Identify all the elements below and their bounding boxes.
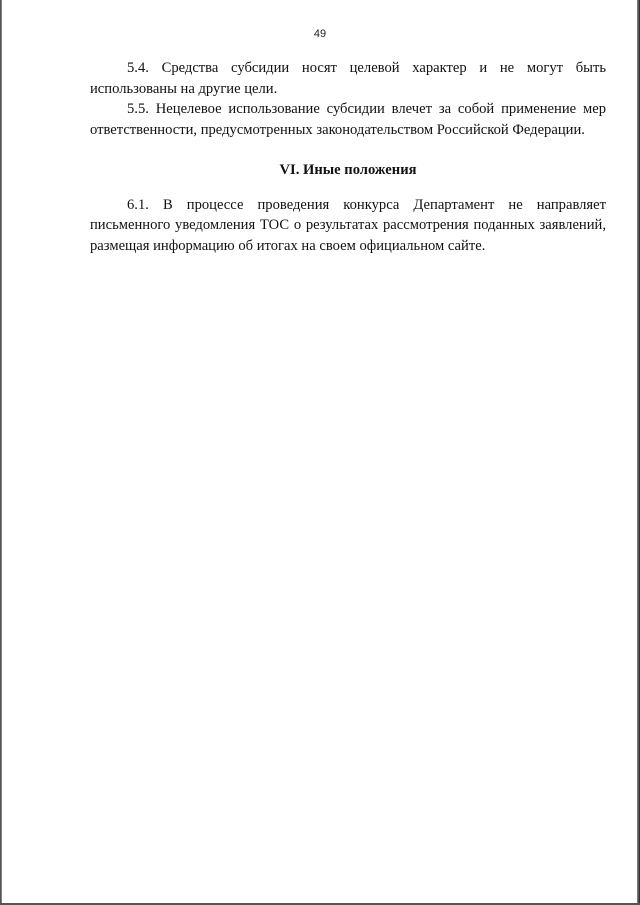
scan-edge-left bbox=[0, 0, 2, 905]
page-number: 49 bbox=[313, 28, 327, 40]
section-heading: VI. Иные положения bbox=[279, 162, 417, 178]
paragraph-5-5: 5.5. Нецелевое использование субсидии влечет за собой применение мер ответственности, предусмотренных законодательством Российской Федерации. bbox=[90, 101, 606, 138]
document-body bbox=[90, 58, 606, 256]
paragraph-6-1: 6.1. В процессе проведения конкурса Департамент не направляет письменного уведомления ТОС о результатах рассмотрения поданных заявлений, размещая информацию об итогах на своем официальном сайте. bbox=[90, 196, 606, 254]
paragraph-5-4: 5.4. Средства субсидии носят целевой характер и не могут быть использованы на другие цели. bbox=[90, 60, 606, 97]
